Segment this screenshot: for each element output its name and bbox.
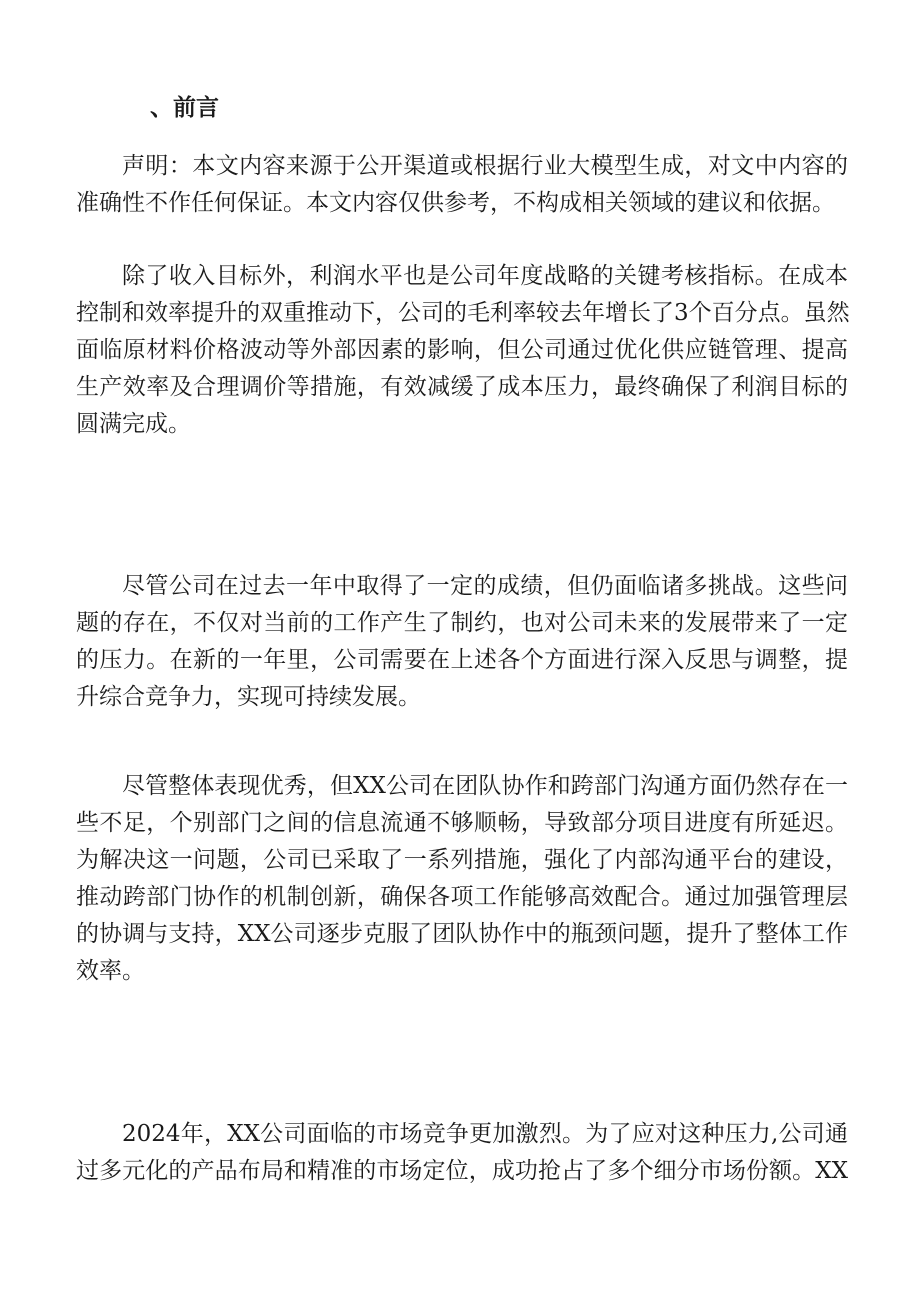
paragraph-line: 声明：本文内容来源于公开渠道或根据行业大模型生成，对文中内容的: [122, 153, 848, 179]
paragraph-line: 面临原材料价格波动等外部因素的影响，但公司通过优化供应链管理、提高: [76, 337, 848, 363]
paragraph-line: 控制和效率提升的双重推动下，公司的毛利率较去年增长了3个百分点。虽然: [76, 300, 850, 326]
profit-paragraph: [76, 258, 848, 443]
paragraph-line: 题的存在，不仅对当前的工作产生了制约，也对公司未来的发展带来了一定: [76, 610, 848, 636]
paragraph-line: 生产效率及合理调价等措施，有效减缓了成本压力，最终确保了利润目标的: [76, 374, 848, 400]
paragraph-line: 推动跨部门协作的机制创新，确保各项工作能够高效配合。通过加强管理层: [76, 884, 848, 910]
paragraph-line: 准确性不作任何保证。本文内容仅供参考，不构成相关领域的建议和依据。: [76, 190, 835, 216]
paragraph-line: 效率。: [76, 958, 145, 984]
paragraph-line: 些不足，个别部门之间的信息流通不够顺畅，导致部分项目进度有所延迟。: [76, 810, 848, 836]
paragraph-line: 为解决这一问题，公司已采取了一系列措施，强化了内部沟通平台的建设，: [76, 847, 848, 873]
paragraph-line: 圆满完成。: [76, 411, 191, 437]
section-heading: 、前言: [150, 94, 219, 121]
paragraph-line: 过多元化的产品布局和精准的市场定位，成功抢占了多个细分市场份额。XX: [76, 1158, 848, 1184]
paragraph-line: 除了收入目标外，利润水平也是公司年度战略的关键考核指标。在成本: [122, 263, 848, 289]
paragraph-line: 的协调与支持，XX公司逐步克服了团队协作中的瓶颈问题，提升了整体工作: [76, 921, 848, 947]
paragraph-line: 尽管整体表现优秀，但XX公司在团队协作和跨部门沟通方面仍然存在一: [122, 773, 848, 799]
paragraph-line: 尽管公司在过去一年中取得了一定的成绩，但仍面临诸多挑战。这些问: [122, 573, 848, 599]
disclaimer-paragraph: [76, 148, 848, 222]
paragraph-line: 的压力。在新的一年里，公司需要在上述各个方面进行深入反思与调整，提: [76, 647, 848, 673]
challenges-paragraph: [76, 568, 848, 716]
paragraph-line: 升综合竞争力，实现可持续发展。: [76, 684, 421, 710]
paragraph-line: 2024年，XX公司面临的市场竞争更加激烈。为了应对这种压力,公司通: [122, 1121, 848, 1147]
market-paragraph: [76, 1116, 848, 1190]
teamwork-paragraph: [76, 768, 848, 990]
